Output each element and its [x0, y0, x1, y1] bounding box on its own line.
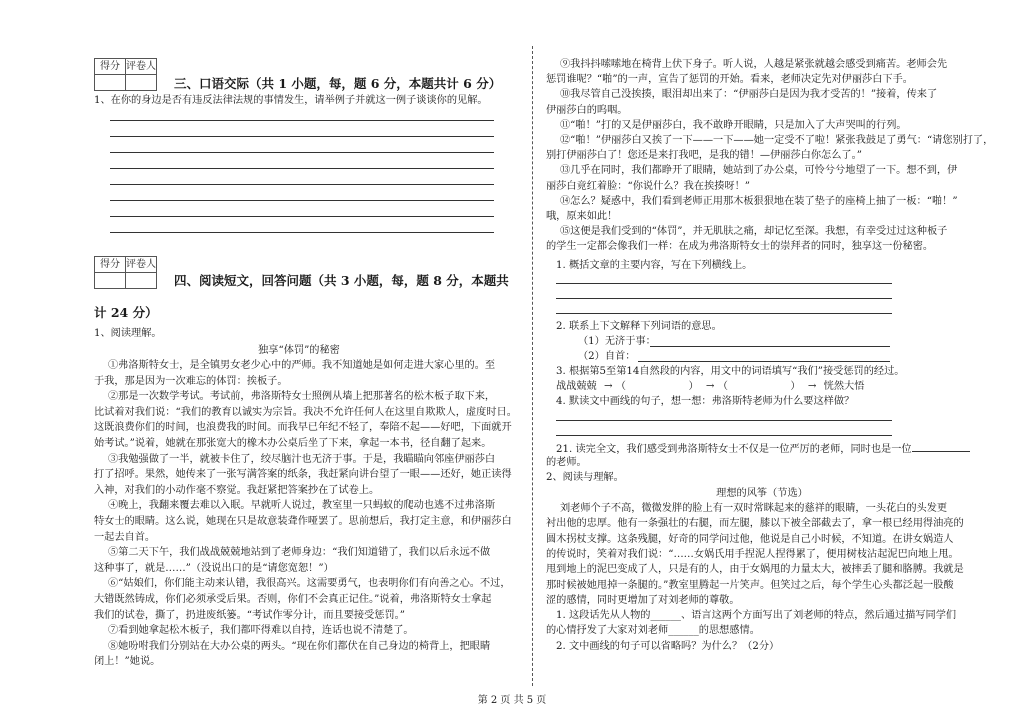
paren-open: （: [717, 381, 728, 392]
grader-label: 评卷人: [126, 59, 157, 75]
answer-line: [556, 298, 892, 299]
chain-end: 恍然大悟: [823, 381, 865, 392]
text-line: ①弗洛斯特女士，是全镇男女老少心中的严师。我不知道她是如何走进大家心里的。至: [108, 360, 496, 371]
answer-line: [556, 313, 892, 314]
question-1: 1. 概括文章的主要内容，写在下列横线上。: [556, 260, 753, 271]
text-line: 比试着对我们说：“我们的教育以诚实为宗旨。我决不允许任何人在这里自欺欺人，虚度时日。: [94, 406, 517, 418]
arrow: →: [604, 381, 613, 392]
paren-close: ）: [688, 381, 699, 392]
page-number: 第 2 页 共 5 页: [477, 695, 547, 706]
text-line: ⑫“啪！”伊丽莎白又挨了一下——一下——她一定受不了啦！紧张我鼓足了勇气：“请您别打了，: [560, 135, 994, 146]
text-line: 我们的试卷，撕了，扔进废纸篓。“考试作零分计，而且要接受惩罚。”: [94, 609, 405, 621]
column-divider: [532, 46, 533, 686]
text-line: 入神，对我们的小动作毫不察觉。我赶紧把答案抄在了试卷上。: [94, 484, 380, 496]
passage2-question-1: 1. 这段话先从人物的______、语言这两个方面写出了刘老师的特点，然后通过描写同学们: [556, 610, 957, 621]
answer-line: [110, 216, 494, 217]
paren-open: （: [615, 381, 626, 392]
text-line: ⑦看到她拿起松木板子，我们都吓得难以自持，连话也说不清楚了。: [108, 625, 414, 637]
question-2b: （2）自首：: [578, 351, 636, 362]
question-4: 4. 默读文中画线的句子，想一想：弗洛斯特老师为什么要这样做？: [556, 396, 855, 407]
text-line: 那时候被她甩掉一条腿的。”教室里腾起一片笑声。但笑过之后，每个学生心头都泛起一股酸: [546, 579, 954, 591]
text-line: ⑥“姑娘们，你们能主动来认错，我很高兴。这需要勇气，也表明你们有向善之心。不过，: [108, 578, 511, 590]
arrow: →: [705, 381, 715, 392]
text-line: 涩的感情，同时更增加了对刘老师的尊敬。: [546, 594, 740, 606]
passage2-question-2: 2. 文中画线的句子可以省略吗？为什么？（2分）: [556, 641, 780, 652]
section4-title: 四、阅读短文，回答问题（共 3 小题，每，题 8 分，本题共: [174, 273, 509, 288]
paren-close: ）: [790, 381, 801, 392]
text-line: ⑮这便是我们受到的“体罚”，并无肌肤之痛，却记忆至深。我想，有幸受过过这种板子: [560, 226, 948, 238]
text-line: 圆木拐杖支撑。这条残腿，好奇的同学问过他，他说是自己小时候，不知道。在讲女娲造人: [546, 533, 954, 545]
text-line: ⑪“啪！”打的又是伊丽莎白，我不敢睁开眼睛，只是加入了大声哭叫的行列。: [560, 119, 907, 131]
section3-title: 三、口语交际（共 1 小题，每，题 6 分，本题共计 6 分）: [174, 76, 502, 91]
section3-question: 1、在你的身边是否有违反法律法规的事情发生，请举例子并就这一例子谈谈你的见解。: [94, 95, 488, 106]
text-line: 的传说时，笑着对我们说：“……女娲氏用手捏泥人捏得累了，便用树枝沾起泥巴向地上甩。: [546, 548, 959, 560]
answer-line: [556, 435, 892, 436]
text-line: 大错既然铸成，你们必须承受后果。否则，你们不会真正记住。”说着，弗洛斯特女士拿起: [94, 594, 492, 605]
question-2: 2. 联系上下文解释下列词语的意思。: [556, 321, 722, 332]
answer-line: [556, 283, 892, 284]
text-line: ③我勉强做了一半，就被卡住了，绞尽脑汁也无济于事。于是，我瞄瞄向邻座伊丽莎白: [108, 453, 496, 465]
grader-label: 评卷人: [126, 257, 157, 273]
text-line: 丽莎白竟红着脸：“你说什么？我在挨揍呀！”: [546, 180, 750, 192]
text-line: 这种事了，就是……”（没说出口的是“请您宽恕！”）: [94, 562, 334, 574]
score-cell: [95, 75, 126, 91]
question-21-cont: 的老师。: [546, 457, 587, 468]
answer-line: [638, 361, 890, 362]
answer-line: [110, 168, 494, 169]
text-line: ⑤第二天下午，我们战战兢兢地站到了老师身边：“我们知道错了，我们以后永远不做: [108, 547, 491, 559]
question-3: 3. 根据第5至第14自然段的内容，用文中的词语填写“我们”接受惩罚的经过。: [556, 366, 905, 377]
grader-cell: [126, 273, 157, 289]
answer-line: [110, 120, 494, 121]
reading2-label: 2、阅读与理解。: [546, 472, 624, 483]
text-line: 别打伊丽莎白了！您还是来打我吧，是我的错！—伊丽莎白你怎么了。”: [546, 150, 862, 162]
text-line: 哦，原来如此！: [546, 211, 618, 222]
text-line: 这既浪费你们的时间，也浪费我的时间。而我早已年纪不轻了，奉陪不起——好吧，下面就开: [94, 422, 512, 434]
score-label: 得分: [95, 257, 126, 273]
score-box-section4: [94, 256, 157, 289]
answer-line: [110, 184, 494, 185]
passage2-question-1-cont: 的心情抒发了大家对刘老师______的思想感情。: [546, 625, 760, 636]
text-line: 始考试。”说着，她就在那张宽大的橡木办公桌后坐了下来，拿起一本书，径自翻了起来。: [94, 438, 492, 449]
text-line: 伊丽莎白的呜咽。: [546, 104, 628, 116]
passage2-title: 理想的风筝（节选）: [716, 488, 808, 499]
text-line: ②那是一次数学考试。考试前，弗洛斯特女士照例从墙上把那著名的松木板子取下来，: [108, 391, 496, 403]
passage-title: 独享“体罚”的秘密: [258, 345, 340, 356]
answer-line: [556, 420, 892, 421]
score-label: 得分: [95, 59, 126, 75]
section4-title-cont: 计 24 分）: [94, 305, 158, 320]
question-21: [556, 441, 970, 457]
text-line: 甩到地上的泥巴变成了人，只是有的人，由于女娲甩的力量太大，被摔丢了腿和胳膊。我就是: [546, 564, 964, 576]
text-line: ⑩我尽管自己没挨揍，眼泪却出来了：“伊丽莎白是因为我才受苦的！”接着，传来了: [560, 89, 938, 101]
reading1-label: 1、阅读理解。: [94, 328, 162, 339]
chain-start: 战战兢兢: [556, 381, 597, 392]
text-line: 的学生一定都会像我们一样：在成为弗洛斯特女士的崇拜者的同时，独享这一份秘密。: [546, 241, 934, 253]
answer-line: [110, 200, 494, 201]
text-line: 闭上！”她说。: [94, 656, 161, 668]
score-box-section3: [94, 58, 157, 91]
answer-line: [110, 232, 494, 233]
score-cell: [95, 273, 126, 289]
answer-line: [650, 346, 890, 347]
question-21-text: 21. 读完全文，我们感受到弗洛斯特女士不仅是一位严厉的老师，同时也是一位: [556, 444, 912, 455]
text-line: 惩罚谁呢？“啪”的一声，宣告了惩罚的开始。看来，老师决定先对伊丽莎白下手。: [546, 74, 913, 86]
text-line: ⑭怎么？疑惑中，我们看到老师正用那木板狠狠地在装了垫子的座椅上抽了一板：“啪！”: [560, 195, 958, 207]
text-line: 打了招呼。果然，她传来了一张写满答案的纸条，我赶紧向讲台望了一眼——还好，她正读得: [94, 469, 512, 481]
text-line: 特女士的眼睛。这么说，她现在只是故意装聋作哑罢了。思前想后，我打定主意，和伊丽莎白: [94, 516, 512, 527]
text-line: 于我，那是因为一次难忘的体罚：挨板子。: [94, 375, 288, 387]
text-line: 一起去自首。: [94, 531, 156, 543]
text-line: ⑨我抖抖嗦嗦地在椅背上伏下身子。听人说，人越是紧张就越会感受到痛苦。老师会先: [560, 59, 948, 70]
question-3-chain: [556, 380, 864, 394]
text-line: ⑧她吩咐我们分别站在大办公桌的两头。“现在你们都伏在自己身边的椅背上，把眼睛: [108, 640, 491, 652]
blank[interactable]: [912, 441, 970, 452]
answer-line: [110, 152, 494, 153]
grader-cell: [126, 75, 157, 91]
text-line: ④晚上，我翻来覆去难以入眠。早就听人说过，教室里一只蚂蚁的爬动也逃不过弗洛斯: [108, 500, 496, 512]
answer-line: [110, 136, 494, 137]
text-line: 衬出他的忠厚。他有一条强壮的右腿，而左腿，膝以下被全部截去了，拿一根已经用得油亮的: [546, 518, 964, 530]
arrow: →: [807, 381, 817, 392]
question-2a: （1）无济于事：: [578, 336, 656, 347]
text-line: 刘老师个子不高，微微发胖的脸上有一双时常眯起来的慈祥的眼睛，一头花白的头发更: [560, 503, 948, 514]
text-line: ⑬几乎在同时，我们都睁开了眼睛，她站到了办公桌，可怜兮兮地望了一下。想不到，伊: [560, 165, 958, 177]
